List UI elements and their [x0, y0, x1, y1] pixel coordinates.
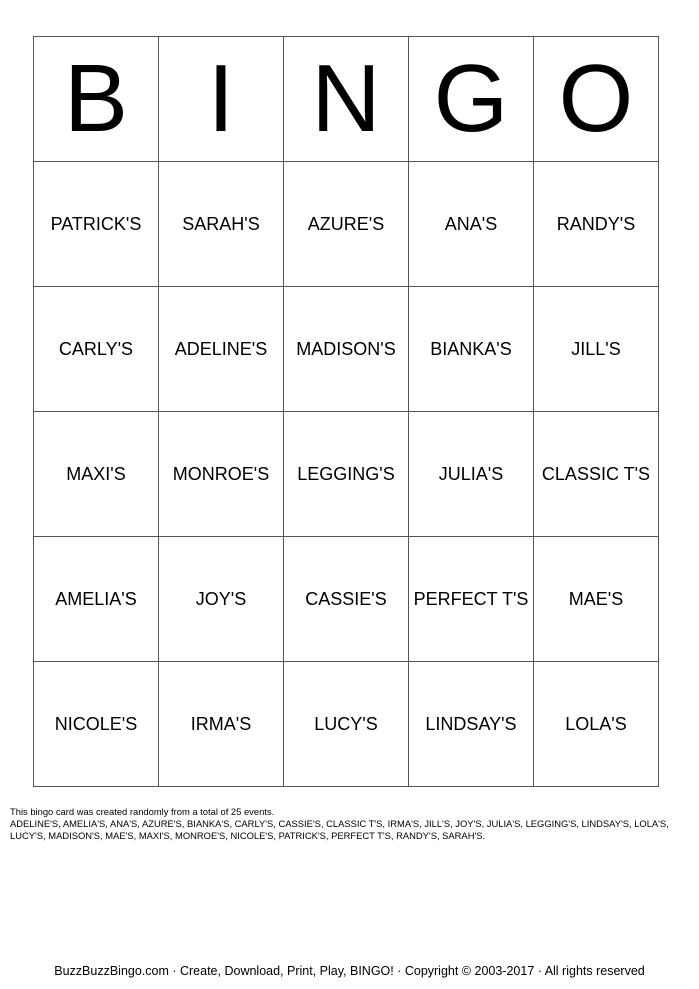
- bingo-row: [34, 162, 659, 287]
- bingo-cell: AZURE'S: [284, 162, 409, 287]
- header-letter-n: N: [284, 37, 409, 162]
- card-note-intro: This bingo card was created randomly from a total of 25 events.: [10, 806, 275, 817]
- bingo-cell: SARAH'S: [159, 162, 284, 287]
- bingo-row: [34, 287, 659, 412]
- bingo-cell: ADELINE'S: [159, 287, 284, 412]
- bingo-cell: BIANKA'S: [409, 287, 534, 412]
- bingo-cell: MAXI'S: [34, 412, 159, 537]
- header-letter-b: B: [34, 37, 159, 162]
- bingo-cell: RANDY'S: [534, 162, 659, 287]
- bingo-cell: MONROE'S: [159, 412, 284, 537]
- bingo-cell: ANA'S: [409, 162, 534, 287]
- bingo-row: [34, 662, 659, 787]
- card-event-list: ADELINE'S, AMELIA'S, ANA'S, AZURE'S, BIANKA'S, CARLY'S, CASSIE'S, CLASSIC T'S, IRMA'S, JILL'S, JOY'S, JULIA'S, LEGGING'S, LINDSAY'S, LOLA'S, LUCY'S, MADISON'S, MAE'S, MAXI'S, MONROE'S, NICOLE'S, PATRICK'S, PERFECT T'S, RANDY'S, SARAH'S.: [10, 818, 669, 841]
- bingo-cell: CARLY'S: [34, 287, 159, 412]
- bingo-row: [34, 412, 659, 537]
- bingo-cell: AMELIA'S: [34, 537, 159, 662]
- bingo-cell: LINDSAY'S: [409, 662, 534, 787]
- bingo-card: [33, 36, 659, 787]
- bingo-cell: JULIA'S: [409, 412, 534, 537]
- bingo-cell: LUCY'S: [284, 662, 409, 787]
- bingo-row: [34, 537, 659, 662]
- bingo-cell: JILL'S: [534, 287, 659, 412]
- bingo-cell: PATRICK'S: [34, 162, 159, 287]
- bingo-cell: IRMA'S: [159, 662, 284, 787]
- bingo-cell: NICOLE'S: [34, 662, 159, 787]
- bingo-cell: LOLA'S: [534, 662, 659, 787]
- bingo-cell: CASSIE'S: [284, 537, 409, 662]
- card-note: [10, 806, 692, 842]
- header-letter-o: O: [534, 37, 659, 162]
- bingo-cell: LEGGING'S: [284, 412, 409, 537]
- bingo-cell: JOY'S: [159, 537, 284, 662]
- bingo-cell: MADISON'S: [284, 287, 409, 412]
- header-letter-i: I: [159, 37, 284, 162]
- bingo-header-row: [34, 37, 659, 162]
- bingo-cell: PERFECT T'S: [409, 537, 534, 662]
- bingo-cell: CLASSIC T'S: [534, 412, 659, 537]
- bingo-cell: MAE'S: [534, 537, 659, 662]
- page-footer: BuzzBuzzBingo.com · Create, Download, Print, Play, BINGO! · Copyright © 2003-2017 · All rights reserved: [54, 964, 645, 978]
- header-letter-g: G: [409, 37, 534, 162]
